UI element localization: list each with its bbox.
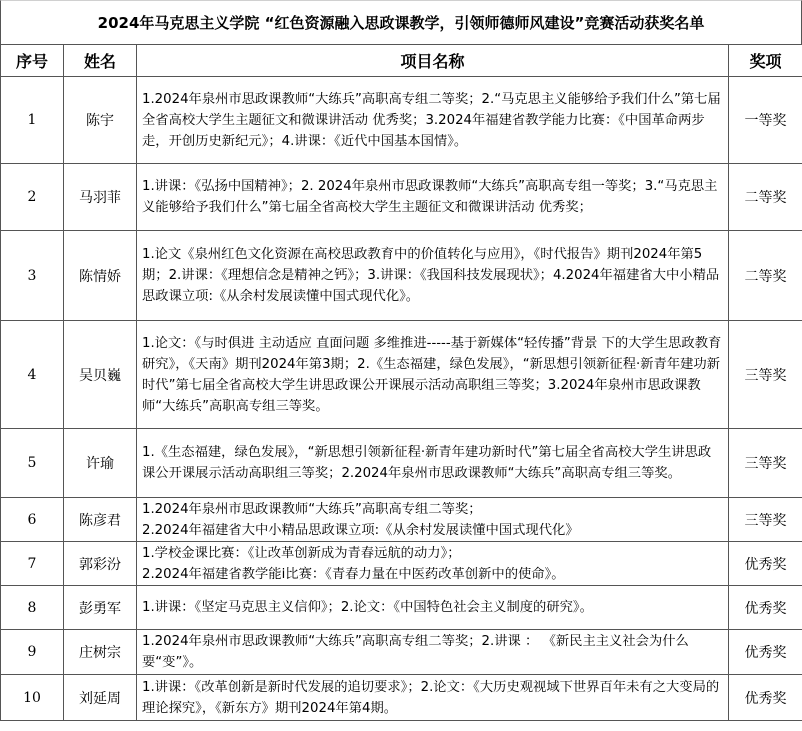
row-name: 庄树宗 bbox=[64, 630, 137, 675]
table-row bbox=[1, 77, 802, 164]
award-table bbox=[0, 44, 802, 721]
row-seq: 1 bbox=[1, 77, 64, 164]
header-project: 项目名称 bbox=[137, 45, 729, 77]
row-seq: 3 bbox=[1, 231, 64, 321]
row-name: 陈情娇 bbox=[64, 231, 137, 321]
row-name: 彭勇军 bbox=[64, 586, 137, 630]
row-award: 三等奖 bbox=[729, 429, 802, 498]
row-name: 马羽菲 bbox=[64, 164, 137, 231]
row-award: 三等奖 bbox=[729, 321, 802, 429]
row-project: 1.论文：《与时俱进 主动适应 直面问题 多维推进-----基于新媒体“轻传播”背景 下的大学生思政教育研究》，《天南》期刊2024年第3期；2.《生态福建，绿色发展》，“新思想引领新征程·新青年建功新时代”第七届全省高校大学生讲思政课公开课展示活动高职组三等奖；3.2024年泉州市思政课教师“大练兵”高职高专组三等奖。 bbox=[137, 321, 729, 429]
row-project: 1.讲课：《改革创新是新时代发展的追切要求》；2.论文：《大历史观视域下世界百年未有之大变局的理论探究》，《新东方》期刊2024年第4期。 bbox=[137, 675, 729, 721]
row-seq: 8 bbox=[1, 586, 64, 630]
row-seq: 4 bbox=[1, 321, 64, 429]
row-project: 1.学校金课比赛：《让改革创新成为青春远航的动力》； 2.2024年福建省教学能i比赛：《青春力量在中医药改革创新中的使命》。 bbox=[137, 542, 729, 586]
header-row bbox=[1, 45, 802, 77]
header-name: 姓名 bbox=[64, 45, 137, 77]
row-project: 1.2024年泉州市思政课教师“大练兵”高职高专组二等奖；2.“马克思主义能够给予我们什么”第七届全省高校大学生主题征文和微课讲活动 优秀奖；3.2024年福建省教学能力比赛：《中国革命两步走，开创历史新纪元》；4.讲课：《近代中国基本国情》。 bbox=[137, 77, 729, 164]
table-row bbox=[1, 630, 802, 675]
row-seq: 2 bbox=[1, 164, 64, 231]
row-project: 1.2024年泉州市思政课教师“大练兵”高职高专组二等奖；2.讲课 ： 《新民主主义社会为什么要“变”》。 bbox=[137, 630, 729, 675]
row-award: 二等奖 bbox=[729, 231, 802, 321]
row-seq: 5 bbox=[1, 429, 64, 498]
table-row bbox=[1, 675, 802, 721]
sheet-title: 2024年马克思主义学院 “红色资源融入思政课教学，引领师德师风建设”竞赛活动获奖名单 bbox=[0, 0, 802, 44]
row-project: 1.论文《泉州红色文化资源在高校思政教育中的价值转化与应用》，《时代报告》期刊2024年第5期；2.讲课：《理想信念是精神之钙》；3.讲课：《我国科技发展现状》；4.2024年福建省大中小精品思政课立项:《从余村发展读懂中国式现代化》。 bbox=[137, 231, 729, 321]
header-seq: 序号 bbox=[1, 45, 64, 77]
row-project: 1.2024年泉州市思政课教师“大练兵”高职高专组二等奖； 2.2024年福建省大中小精品思政课立项:《从余村发展读懂中国式现代化》 bbox=[137, 498, 729, 542]
row-project: 1.讲课：《坚定马克思主义信仰》；2.论文：《中国特色社会主义制度的研究》。 bbox=[137, 586, 729, 630]
row-seq: 7 bbox=[1, 542, 64, 586]
row-award: 优秀奖 bbox=[729, 675, 802, 721]
header-award: 奖项 bbox=[729, 45, 802, 77]
row-name: 许瑜 bbox=[64, 429, 137, 498]
row-seq: 9 bbox=[1, 630, 64, 675]
row-name: 刘延周 bbox=[64, 675, 137, 721]
table-row bbox=[1, 164, 802, 231]
table-row bbox=[1, 498, 802, 542]
table-row bbox=[1, 429, 802, 498]
row-seq: 10 bbox=[1, 675, 64, 721]
row-name: 吴贝巍 bbox=[64, 321, 137, 429]
row-award: 优秀奖 bbox=[729, 630, 802, 675]
row-name: 陈宇 bbox=[64, 77, 137, 164]
row-name: 郭彩汾 bbox=[64, 542, 137, 586]
row-seq: 6 bbox=[1, 498, 64, 542]
row-award: 一等奖 bbox=[729, 77, 802, 164]
row-award: 优秀奖 bbox=[729, 542, 802, 586]
table-row bbox=[1, 542, 802, 586]
table-row bbox=[1, 321, 802, 429]
row-name: 陈彦君 bbox=[64, 498, 137, 542]
table-row bbox=[1, 231, 802, 321]
row-project: 1.《生态福建，绿色发展》，“新思想引领新征程·新青年建功新时代”第七届全省高校大学生讲思政课公开课展示活动高职组三等奖；2.2024年泉州市思政课教师“大练兵”高职高专组三等奖。 bbox=[137, 429, 729, 498]
table-row bbox=[1, 586, 802, 630]
row-project: 1.讲课：《弘扬中国精神》；2. 2024年泉州市思政课教师“大练兵”高职高专组一等奖；3.“马克思主义能够给予我们什么”第七届全省高校大学生主题征文和微课讲活动 优秀奖； bbox=[137, 164, 729, 231]
row-award: 优秀奖 bbox=[729, 586, 802, 630]
row-award: 二等奖 bbox=[729, 164, 802, 231]
row-award: 三等奖 bbox=[729, 498, 802, 542]
